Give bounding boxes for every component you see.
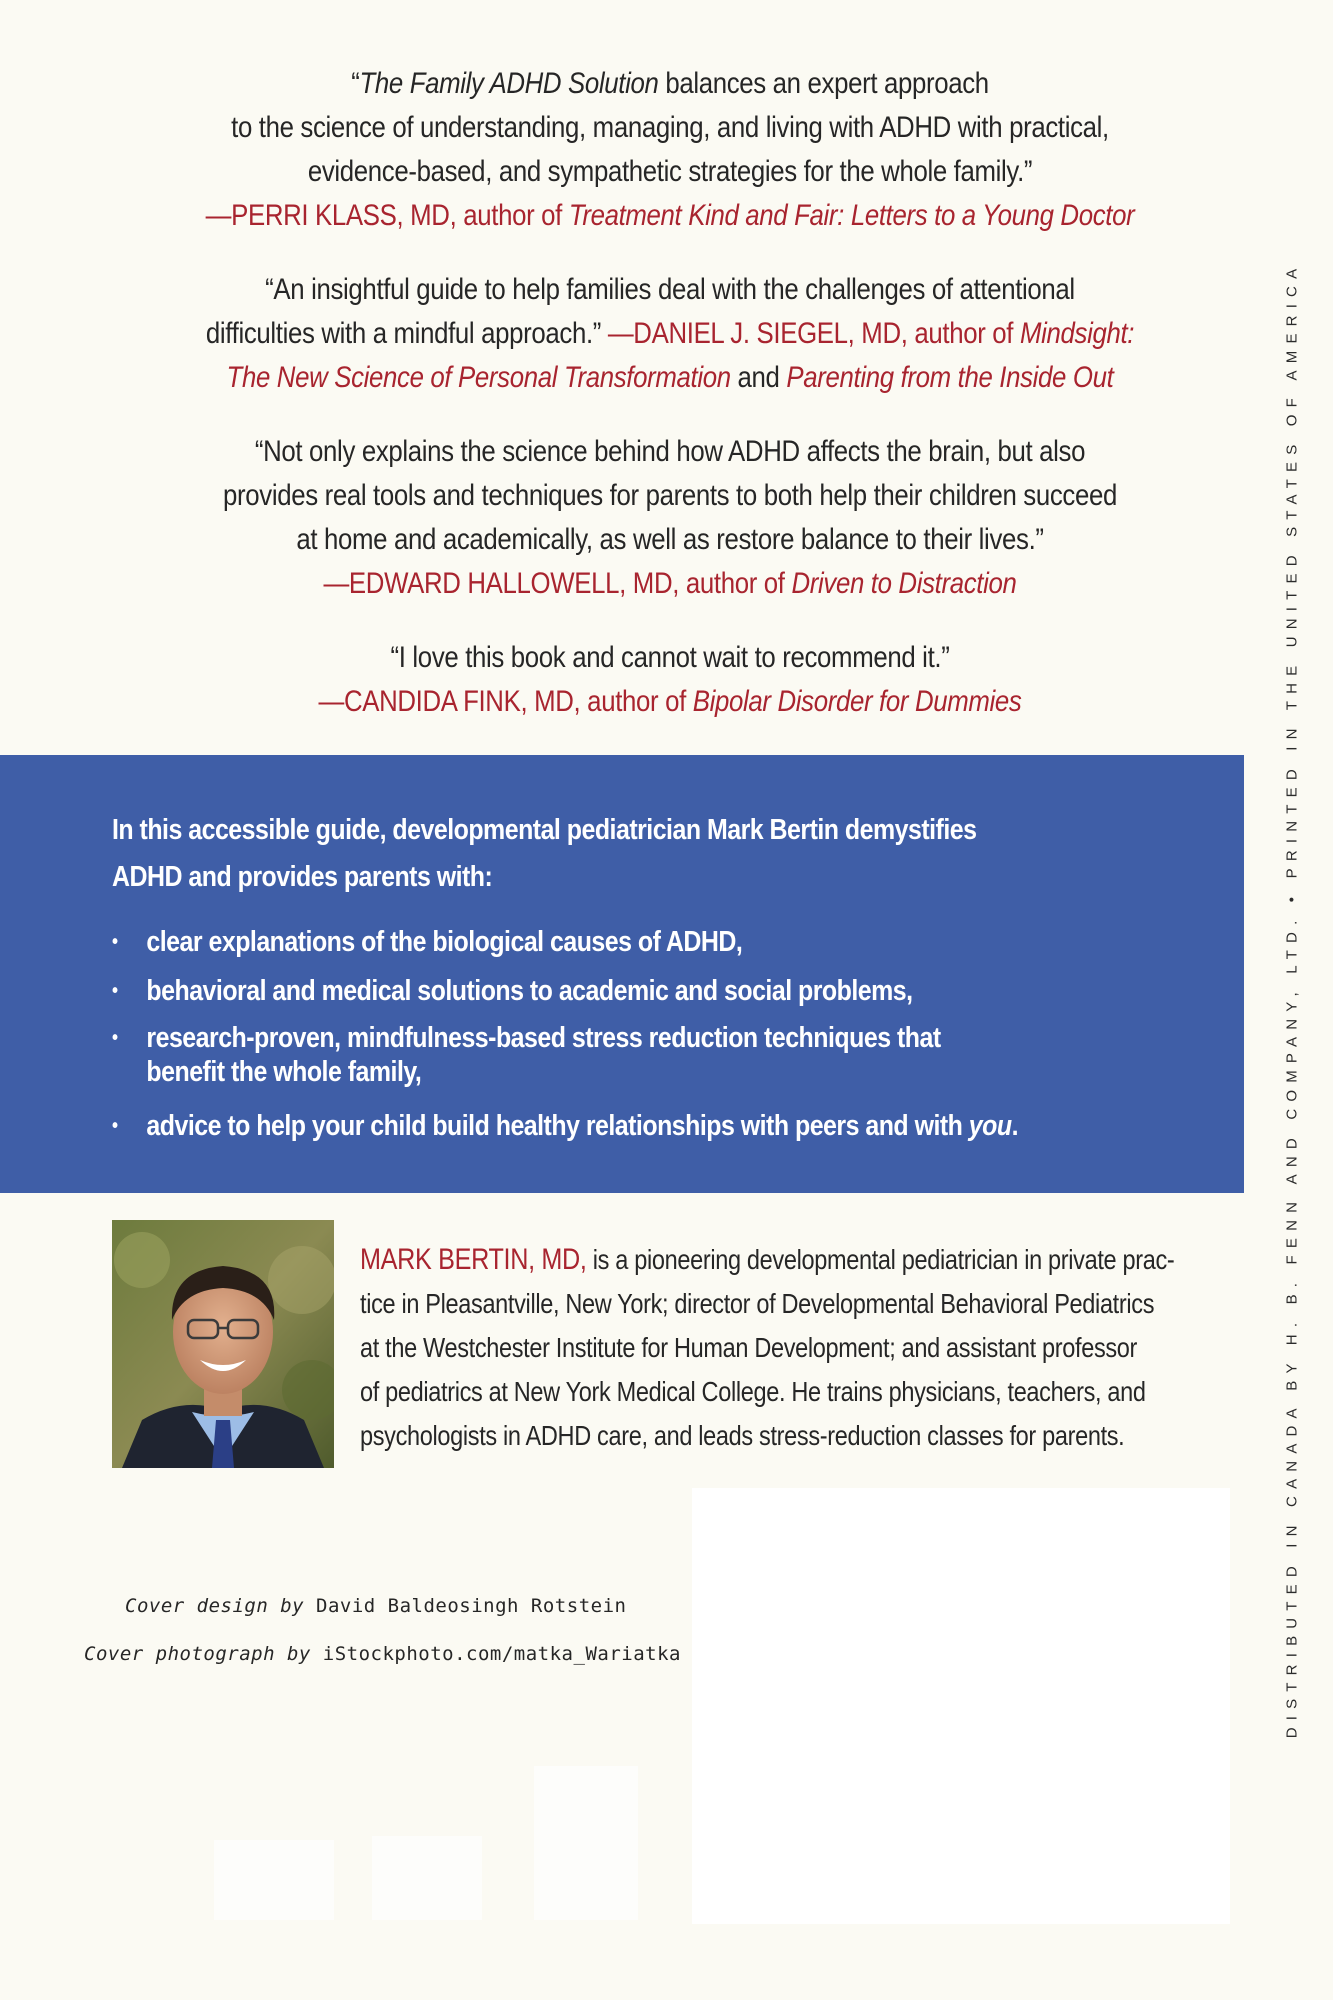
list-item: • clear explanations of the biological causes of ADHD, [112, 919, 989, 966]
blurb-siegel [197, 268, 1143, 400]
cover-credits [84, 1582, 681, 1678]
description-text [112, 807, 1019, 1152]
blurb-line: at home and academically, as well as restore balance to their lives.” [296, 523, 1044, 556]
benefit-list [112, 919, 1019, 1150]
design-credit: Cover design by David Baldeosingh Rotstein [125, 1595, 627, 1617]
bullet-icon: • [112, 1115, 118, 1137]
blurb-line: “An insightful guide to help families deal with the challenges of attentional [265, 273, 1075, 306]
blurb-line: difficulties with a mindful approach.” —DANIEL J. SIEGEL, MD, author of Mindsight: [205, 317, 1135, 350]
faint-mark [372, 1836, 482, 1920]
book-title: The Family ADHD Solution [359, 67, 659, 100]
bullet-icon: • [112, 931, 118, 953]
blurb-line: provides real tools and techniques for parents to both help their children succeed [223, 479, 1117, 512]
faint-mark [214, 1840, 334, 1920]
endorsements [120, 62, 1220, 754]
attribution: —PERRI KLASS, MD, author of Treatment Kind and Fair: Letters to a Young Doctor [205, 199, 1135, 232]
list-item: • advice to help your child build healthy relationships with peers and with you. [112, 1103, 989, 1150]
list-item: • behavioral and medical solutions to academic and social problems, [112, 968, 989, 1015]
description-band [0, 755, 1244, 1193]
author-portrait-icon [112, 1220, 334, 1468]
blurb-klass [197, 62, 1143, 238]
blurb-line: “The Family ADHD Solution balances an expert approach [351, 67, 989, 100]
list-item: • research-proven, mindfulness-based stress reduction techniques that benefit the whole family, [112, 1021, 989, 1089]
description-intro: In this accessible guide, developmental pediatrician Mark Bertin demystifies ADHD and provides parents with: [112, 814, 977, 893]
blurb-hallowell [197, 430, 1143, 606]
back-cover: “The Family ADHD Solution balances an expert approach to the science of understanding, managing, and living with ADHD with practical, evidence-based, and sympathetic strategies for the whole family.” —PERRI KLASS, MD, author of Treatment Kind and Fair: Letters to a Young Doctor “An insightful guide to help families deal with the challenges of attentional difficulties with a mindful approach.” —DANIEL J. SIEGEL, MD, author of Mindsight: The New Science of Personal Transformation and Parenting from the Inside Out “Not only explains the science behind how ADHD affects the brain, but also provides real tools and techniques for parents to both help their children succeed at home and academically, as well as restore balance to their lives.” —EDWARD HALLOWELL, MD, author of Driven to Distraction “I love this book and cannot wait to recommend it.” —CANDIDA FINK, MD, author of Bipolar Disorder for Dummies In this accessible guide, developmental pediatrician Mark Bertin demystifies ADHD and provides parents with: • clear explanations of the biological causes of ADHD, • behavioral and medical solutions to academic and social problems, • research-proven, mindfulness-based stress reduction techniques that benefit the whole family, • advice to help your child build healthy relationships with peers and with you. MARK BERTIN, MD, is a pioneering developmental pediatrician in private prac- tice in Pleasantville, New York; director of Developmental Behavioral Pediatrics at the Westchester Institute for Human Development; and assistant professor of pediatrics at New York Medical College. He trains physicians, teachers, and psychologists in ADHD care, and leads stress-reduction classes for parents. Cover design by David Baldeosingh Rotstein Cover photograph by iStockphoto.com/matka_Wariatka DISTRIBUTED IN CANADA BY H. B. FENN AND COMPANY, LTD. • PRINTED IN THE UNITED STATES OF AMERICA [0, 0, 1333, 2000]
bullet-icon: • [112, 980, 118, 1002]
attribution: —EDWARD HALLOWELL, MD, author of Driven to Distraction [323, 567, 1017, 600]
blurb-line: evidence-based, and sympathetic strategies for the whole family.” [307, 155, 1033, 188]
bullet-icon: • [112, 1027, 118, 1049]
photo-credit: Cover photograph by iStockphoto.com/matka_Wariatka [84, 1643, 681, 1665]
blurb-line: to the science of understanding, managing, and living with ADHD with practical, [231, 111, 1109, 144]
attribution: —CANDIDA FINK, MD, author of Bipolar Disorder for Dummies [318, 685, 1022, 718]
author-name: MARK BERTIN, MD, [360, 1243, 587, 1276]
faint-mark [534, 1766, 638, 1920]
blurb-line: “Not only explains the science behind how ADHD affects the brain, but also [254, 435, 1086, 468]
blurb-fink [197, 636, 1143, 724]
blurb-line: The New Science of Personal Transformation and Parenting from the Inside Out [226, 361, 1114, 394]
author-photo [112, 1220, 334, 1468]
author-bio: MARK BERTIN, MD, is a pioneering developmental pediatrician in private prac- tice in Pleasantville, New York; director of Developmental Behavioral Pediatrics at the Westchester Institute for Human Development; and assistant professor of pediatrics at New York Medical College. He trains physicians, teachers, and psychologists in ADHD care, and leads stress-reduction classes for parents. [360, 1243, 1175, 1451]
attribution: —DANIEL J. SIEGEL, MD, author of [607, 317, 1020, 350]
blurb-line: “I love this book and cannot wait to recommend it.” [390, 641, 950, 674]
barcode-area [692, 1488, 1230, 1924]
